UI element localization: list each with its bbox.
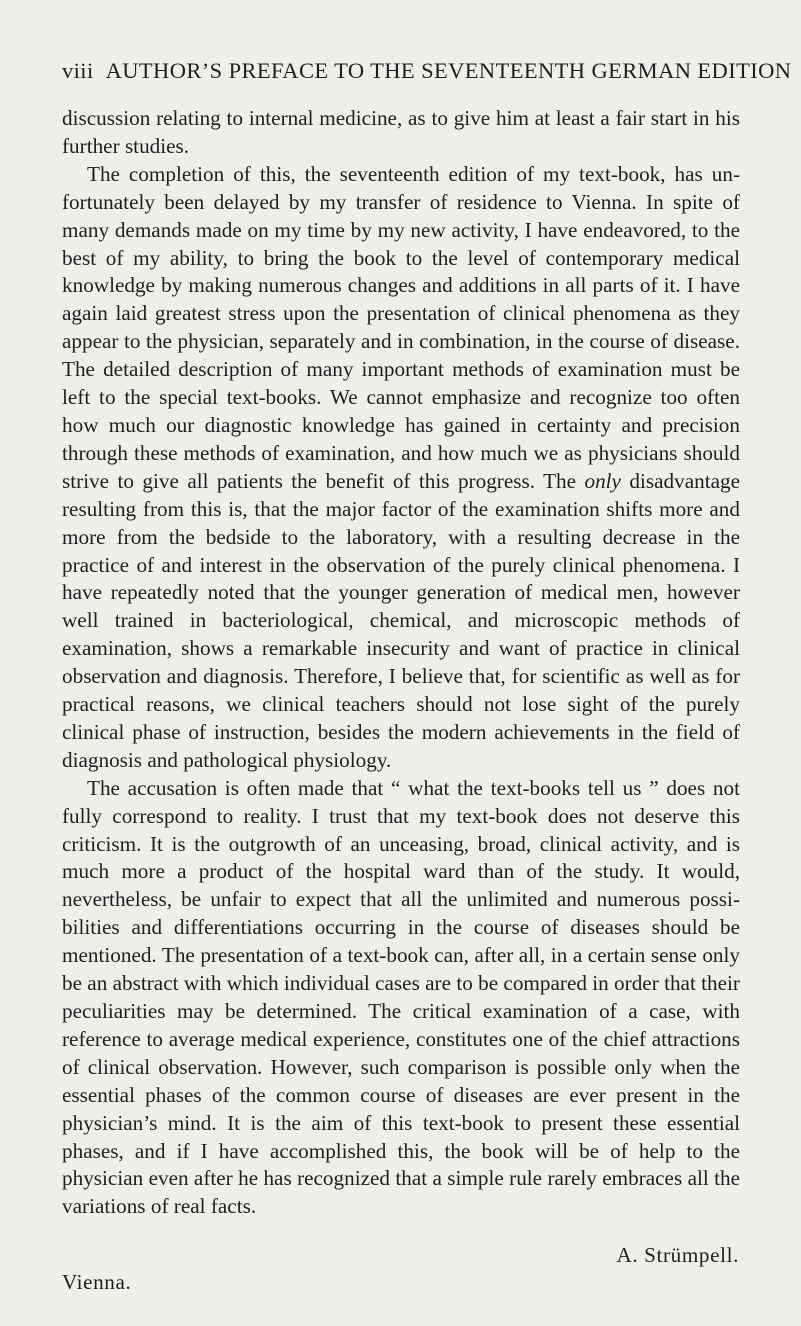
emphasis-only: only	[584, 468, 621, 493]
running-title: AUTHOR’S PREFACE TO THE SEVENTEENTH GERMAN EDITION	[105, 58, 792, 83]
author-signature: A. Strümpell.	[616, 1243, 739, 1267]
paragraph-2-part-a: The completion of this, the seventeenth edition of my text-book, has unfortunately been delayed by my transfer of residence to Vienna. In spite of many demands made on my time by my new activity, I have endeavored, to the best of my ability, to bring the book to the level of contemporary medical knowledge by making numerous changes and additions in all parts of it. I have again laid greatest stress upon the presentation of clinical phenomena as they appear to the physician, separately and in combination, in the course of disease. The detailed description of many important methods of examination must be left to the special text-books. We cannot emphasize and recognize too often how much our diagnostic knowledge has gained in certainty and precision through these methods of examination, and how much we as physicians should strive to give all patients the benefit of this progress. The	[62, 161, 740, 493]
paragraph-2-part-b: disadvantage resulting from this is, that the major factor of the examination shifts more and more from the bedside to the laboratory, with a resulting decrease in the practice of and interest in the observation of the purely clinical phenomena. I have repeatedly noted that the younger generation of medical men, however well trained in bacteriological, chemical, and microscopic methods of examination, shows a remarkable insecurity and want of practice in clinical observation and diagnosis. Therefore, I believe that, for scientific as well as for practical reasons, we clinical teachers should not lose sight of the purely clinical phase of instruction, besides the modern achievements in the field of diagnosis and pathological physiology.	[62, 468, 740, 772]
paragraph-3: The accusation is often made that “ what the text-books tell us ” does not fully correspond to reality. I trust that my text-book does not deserve this criticism. It is the outgrowth of an unceasing, broad, clinical activity, and is much more a product of the hospital ward than of the study. It would, nevertheless, be unfair to expect that all the unlimited and numerous possibilities and differentiations occurring in the course of diseases should be mentioned. The presentation of a text-book can, after all, in a certain sense only be an abstract with which individual cases are to be compared in order that their peculiarities may be determined. The critical examination of a case, with reference to average medical experience, constitutes one of the chief attractions of clinical observation. However, such comparison is possible only when the essential phases of the common course of diseases are ever present in the physician’s mind. It is the aim of this text-book to present these essential phases, and if I have accomplished this, the book will be of help to the physician even after he has recognized that a simple rule rarely embraces all the variations of real facts.	[62, 775, 740, 1219]
running-head	[62, 58, 792, 84]
place-line: Vienna.	[62, 1270, 132, 1294]
preface-body	[62, 105, 740, 1221]
paragraph-2	[62, 161, 740, 775]
page-number: viii	[62, 58, 94, 83]
paragraph-1: discussion relating to internal medicine, as to give him at least a fair start in his further studies.	[62, 106, 740, 158]
